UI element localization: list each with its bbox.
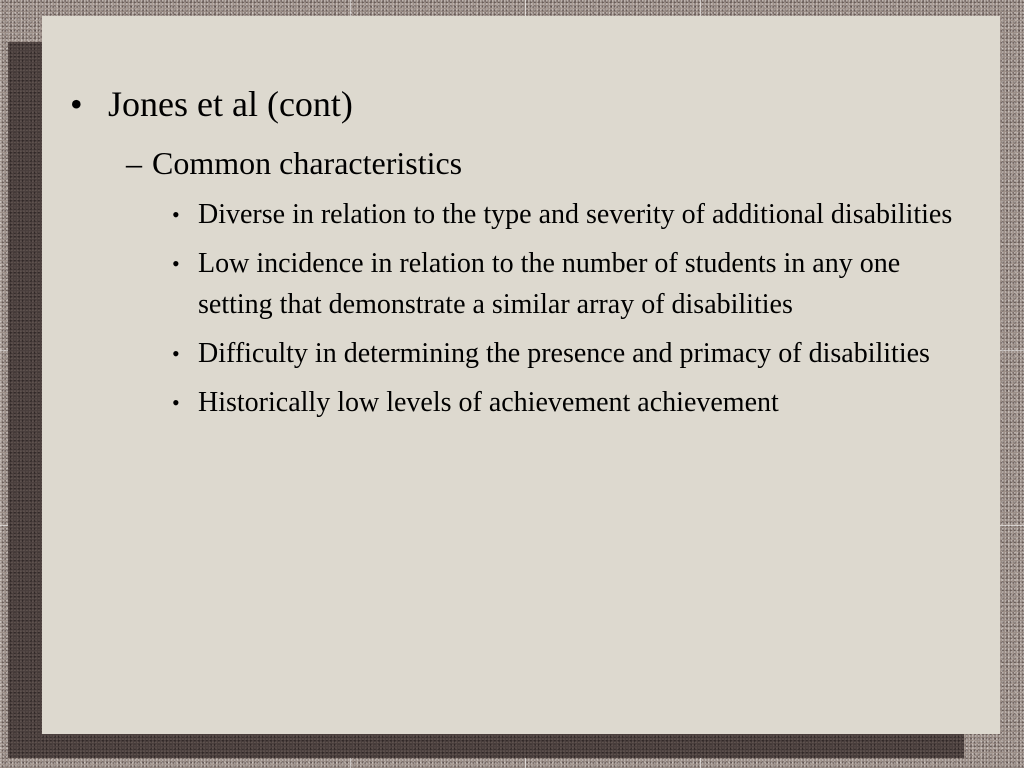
list-item-text: Diverse in relation to the type and severity of additional disabilities [198,199,953,230]
slide-heading [70,80,353,128]
dash-marker: – [126,145,142,181]
slide-subheading [126,142,462,184]
list-item [172,243,972,325]
list-item [172,194,972,235]
list-item-text: Historically low levels of achievement achievement [198,387,779,418]
bullet-marker: • [172,341,180,366]
list-item [172,382,972,423]
characteristics-list [172,194,972,431]
bullet-marker: • [172,251,180,276]
list-item [172,333,972,374]
bullet-marker: • [70,84,83,124]
slide-subheading-text: Common characteristics [152,145,463,181]
slide-heading-text: Jones et al (cont) [108,84,353,124]
list-item-text: Low incidence in relation to the number of students in any one setting that demonstrate a similar array of disabilities [198,248,901,320]
bullet-marker: • [172,390,180,415]
list-item-text: Difficulty in determining the presence and primacy of disabilities [198,338,930,369]
bullet-marker: • [172,202,180,227]
